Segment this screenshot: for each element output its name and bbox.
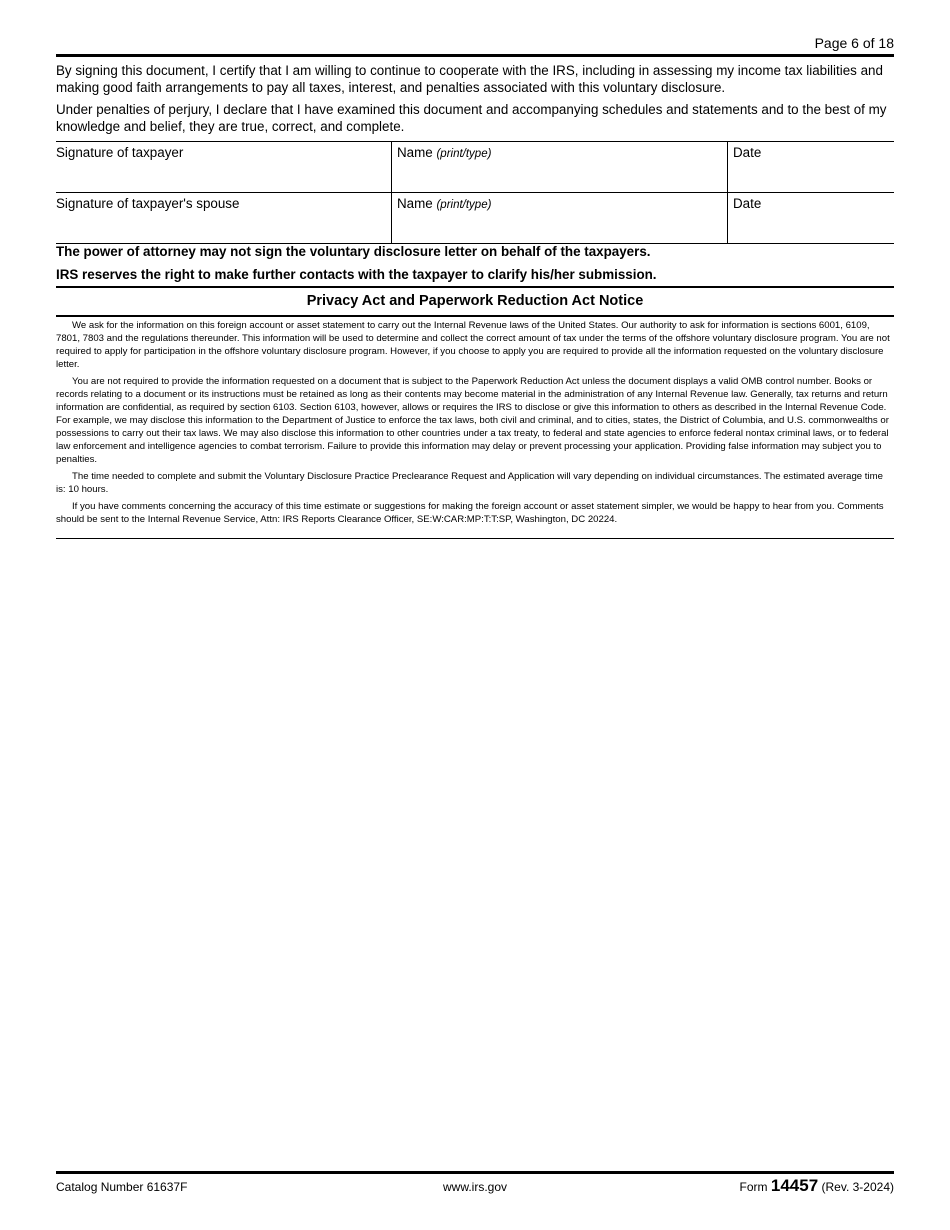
taxpayer-date-field[interactable] [728,142,895,193]
footer-divider [56,1171,894,1174]
form-prefix: Form [739,1180,768,1194]
page-footer [56,1176,894,1198]
taxpayer-name-field[interactable] [392,142,728,193]
spouse-signature-field[interactable] [56,193,392,244]
privacy-notice-title: Privacy Act and Paperwork Reduction Act Notice [306,293,644,309]
form-revision: (Rev. 3-2024) [821,1180,894,1194]
form-identifier [740,1176,894,1196]
date-label: Date [733,145,762,160]
form-number: 14457 [770,1176,819,1195]
catalog-number: Catalog Number 61637F [56,1180,188,1194]
privacy-paragraph: You are not required to provide the information requested on a document that is subject to the Paperwork Reduction Act unless the document displays a valid OMB control number. Books or records relating to a document or its instructions must be retained as long as their contents may become material in the administration of any Internal Revenue law. Generally, tax returns and return information are confidential, as required by section 6103. Section 6103, however, allows or requires the IRS to disclose or give this information to others as described in the Internal Revenue Code. For example, we may disclose this information to the Department of Justice to enforce the tax laws, both civil and criminal, and to cities, states, the District of Columbia, and U.S. commonwealths or possessions to carry out their tax laws. We may also disclose this information to other countries under a tax treaty, to federal and state agencies to enforce federal nontax criminal laws, or to federal law enforcement and intelligence agencies to combat terrorism. Failure to provide this information may delay or prevent processing your application. Providing false information may subject you to penalties. [56,376,889,465]
spouse-name-field[interactable] [392,193,728,244]
signature-table [56,141,894,244]
name-hint: (print/type) [436,148,492,160]
taxpayer-signature-field[interactable] [56,142,392,193]
name-label: Name [397,196,433,211]
irs-contact-note: IRS reserves the right to make further contacts with the taxpayer to clarify his/her submission. [56,267,657,282]
power-of-attorney-note: The power of attorney may not sign the voluntary disclosure letter on behalf of the taxpayers. [56,244,651,259]
top-divider [56,54,894,57]
spouse-date-field[interactable] [728,193,895,244]
date-label: Date [733,196,762,211]
irs-website-link[interactable]: www.irs.gov [442,1180,507,1194]
perjury-declaration-paragraph: Under penalties of perjury, I declare that I have examined this document and accompanying schedules and statements and to the best of my knowledge and belief, they are true, correct, and complete. [56,102,887,134]
privacy-paragraph: If you have comments concerning the accuracy of this time estimate or suggestions for making the foreign account or asset statement simpler, we would be happy to hear from you. Comments should be sent to the Internal Revenue Service, Attn: IRS Reports Clearance Officer, SE:W:CAR:MP:T:T:SP, Washington, DC 20224. [56,501,884,525]
page-indicator: Page 6 of 18 [814,35,894,51]
signature-label: Signature of taxpayer [56,145,184,160]
privacy-notice-header [56,286,894,317]
certification-paragraph: By signing this document, I certify that I am willing to continue to cooperate with the IRS, including in assessing my income tax liabilities and making good faith arrangements to pay all taxes, interest, and penalties associated with this voluntary disclosure. [56,63,883,95]
privacy-notice-body [56,319,894,530]
name-label: Name [397,145,433,160]
taxpayer-signature-row [56,142,894,193]
privacy-notice-divider [56,538,894,539]
privacy-paragraph: The time needed to complete and submit the Voluntary Disclosure Practice Preclearance Request and Application will vary depending on individual circumstances. The estimated average time is: 10 hours. [56,471,883,495]
privacy-paragraph: We ask for the information on this foreign account or asset statement to carry out the Internal Revenue laws of the United States. Our authority to ask for information is sections 6001, 6109, 7801, 7803 and the regulations thereunder. This information will be used to determine and collect the correct amount of tax under the terms of the offshore voluntary disclosure program. You are not required to apply for participation in the offshore voluntary disclosure program. However, if you choose to apply you are required to provide all the information requested on the voluntary disclosure letter. [56,320,890,370]
spouse-signature-row [56,193,894,244]
name-hint: (print/type) [436,199,492,211]
signature-label: Signature of taxpayer's spouse [56,196,240,211]
